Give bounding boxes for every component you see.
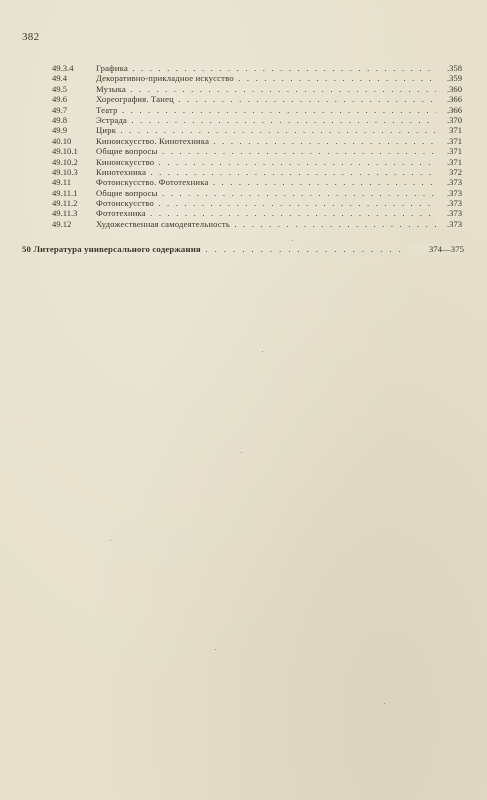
toc-entry-number: 49.10.1 xyxy=(52,146,78,157)
toc-row xyxy=(0,188,487,198)
toc-entry-title: Художественная самодеятельность . . . xyxy=(96,219,446,229)
toc-entry-number: 49.11.2 xyxy=(52,198,78,209)
toc-entry-page: .358 xyxy=(436,63,462,73)
toc-entry-number: 49.11.1 xyxy=(52,187,78,198)
toc-row xyxy=(0,84,487,94)
toc-entry-number: 49.4 xyxy=(52,73,68,84)
paper-speck xyxy=(215,649,216,650)
toc-entry-title: Киноискусство . . . xyxy=(96,157,446,167)
paper-speck xyxy=(110,540,111,541)
toc-row xyxy=(0,198,487,208)
toc-row xyxy=(0,208,487,218)
paper-speck xyxy=(292,240,293,241)
toc-entry-page: .371 xyxy=(436,146,462,156)
page-number: 382 xyxy=(22,31,40,43)
toc-entry-title: Киноискусство. Кинотехника . . . xyxy=(96,136,446,146)
toc-row xyxy=(0,125,487,135)
toc-entry-number: 49.9 xyxy=(52,125,68,136)
toc-entry-title: Театр . . . xyxy=(96,105,446,115)
toc-entry-number: 49.10.2 xyxy=(52,156,78,167)
toc-entry-number: 49.3.4 xyxy=(52,63,74,73)
toc-entry-number: 49.5 xyxy=(52,83,68,94)
section-title: 50 Литература универсального содержания . . . xyxy=(22,243,408,255)
toc-entry-page: .360 xyxy=(436,84,462,94)
table-of-contents xyxy=(0,63,487,229)
section-page-range: 374—375 xyxy=(408,243,464,255)
toc-entry-title: Хореография. Танец . . . xyxy=(96,94,446,104)
toc-entry-title: Цирк . . . xyxy=(96,125,446,135)
toc-row xyxy=(0,167,487,177)
toc-row xyxy=(0,157,487,167)
toc-row xyxy=(0,219,487,229)
toc-entry-number: 49.7 xyxy=(52,104,68,115)
toc-entry-title: Общие вопросы . . . xyxy=(96,146,446,156)
toc-entry-page: .371 xyxy=(436,157,462,167)
toc-row xyxy=(0,177,487,187)
paper-speck xyxy=(262,351,263,352)
toc-row xyxy=(0,94,487,104)
toc-entry-page: .373 xyxy=(436,188,462,198)
paper-speck xyxy=(241,452,242,453)
toc-entry-title: Фотоискусство. Фототехника . . . xyxy=(96,177,446,187)
toc-entry-title: Эстрада . . . xyxy=(96,115,446,125)
toc-row xyxy=(0,115,487,125)
toc-row xyxy=(0,63,487,73)
toc-entry-number: 49.11 xyxy=(52,177,72,188)
toc-entry-number: 49.11.3 xyxy=(52,208,78,219)
toc-entry-page: .359 xyxy=(436,73,462,83)
toc-entry-page: .373 xyxy=(436,208,462,218)
toc-entry-title: Фототехника . . . xyxy=(96,208,446,218)
toc-entry-page: .366 xyxy=(436,94,462,104)
paper-speck xyxy=(384,703,385,704)
toc-row xyxy=(0,105,487,115)
toc-entry-title: Декоративно-прикладное искусство . . . xyxy=(96,73,446,83)
toc-row xyxy=(0,146,487,156)
toc-entry-number: 49.12 xyxy=(52,218,72,229)
toc-entry-title: Кинотехника . . . xyxy=(96,167,446,177)
toc-entry-number: 40.10 xyxy=(52,135,72,146)
toc-entry-title: Фотоискусство . . . xyxy=(96,198,446,208)
toc-entry-title: Общие вопросы . . . xyxy=(96,188,446,198)
toc-entry-page: .373 xyxy=(436,177,462,187)
toc-entry-page: 372 xyxy=(436,167,462,177)
toc-row xyxy=(0,136,487,146)
toc-entry-title: Графика . . . xyxy=(96,63,446,73)
toc-row xyxy=(0,73,487,83)
toc-entry-title: Музыка . . . xyxy=(96,84,446,94)
toc-entry-page: .373 xyxy=(436,198,462,208)
toc-entry-page: .371 xyxy=(436,136,462,146)
toc-entry-number: 49.6 xyxy=(52,94,68,105)
toc-entry-number: 49.10.3 xyxy=(52,166,78,177)
toc-entry-page: .366 xyxy=(436,105,462,115)
toc-entry-page: 371 xyxy=(436,125,462,135)
toc-entry-page: .370 xyxy=(436,115,462,125)
toc-entry-page: .373 xyxy=(436,219,462,229)
section-heading-row xyxy=(0,243,487,255)
toc-entry-number: 49.8 xyxy=(52,114,68,125)
